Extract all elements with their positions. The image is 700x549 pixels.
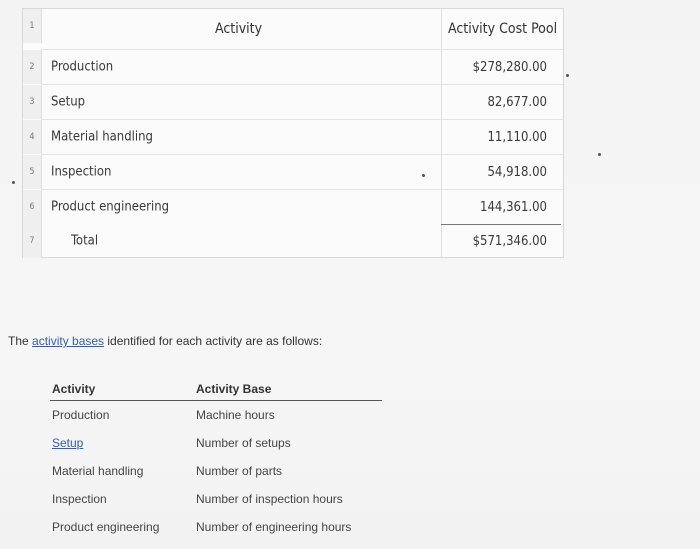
- cost-pool-spreadsheet: [22, 8, 564, 258]
- base-cell: Machine hours: [196, 408, 275, 422]
- table-row: [50, 485, 382, 513]
- cost-amount: 144,361.00: [480, 199, 547, 215]
- cost-amount: 11,110.00: [487, 129, 547, 145]
- row-number: 7: [23, 224, 42, 258]
- table-row: [50, 457, 382, 485]
- cost-amount: 82,677.00: [487, 94, 547, 110]
- stray-mark: [598, 153, 601, 156]
- base-cell: Number of inspection hours: [196, 492, 343, 506]
- activity-base-header: Activity Base: [196, 382, 272, 396]
- table-row: [23, 50, 563, 84]
- stray-mark: [566, 74, 569, 77]
- activity-cell: Production: [52, 408, 110, 422]
- row-number: 3: [23, 85, 42, 119]
- row-number: 4: [23, 120, 42, 154]
- table-header-row: [50, 378, 382, 401]
- row-number: 2: [23, 50, 42, 84]
- row-number: 1: [23, 9, 42, 43]
- table-row: [23, 190, 563, 224]
- activity-column-header: Activity: [215, 21, 263, 37]
- activity-header: Activity: [52, 382, 96, 396]
- table-row: [23, 155, 563, 189]
- activity-cell: Material handling: [52, 464, 144, 478]
- base-cell: Number of setups: [196, 436, 291, 450]
- activity-bases-table: [50, 378, 382, 541]
- setup-link[interactable]: Setup: [52, 436, 84, 450]
- activity-bases-intro: [8, 334, 322, 348]
- table-row: [50, 401, 382, 429]
- table-row: [50, 429, 382, 457]
- cursor-mark: [422, 174, 425, 177]
- activity-name: Setup: [51, 94, 86, 110]
- total-label: Total: [71, 233, 99, 249]
- table-row: [23, 85, 563, 119]
- intro-text: identified for each activity are as follows:: [104, 334, 323, 348]
- stray-mark: [12, 181, 15, 184]
- activity-name: Production: [51, 59, 114, 75]
- base-cell: Number of parts: [196, 464, 283, 478]
- activity-bases-link[interactable]: activity bases: [32, 334, 105, 348]
- activity-cell: Inspection: [52, 492, 107, 506]
- table-row: [50, 513, 382, 541]
- cost-pool-column-header: Activity Cost Pool: [448, 21, 558, 37]
- total-row: [23, 224, 563, 258]
- activity-name: Material handling: [51, 129, 153, 145]
- base-cell: Number of engineering hours: [196, 520, 352, 534]
- activity-cell: Product engineering: [52, 520, 160, 534]
- activity-name: Product engineering: [51, 199, 170, 215]
- intro-text: The: [8, 334, 33, 348]
- table-row: [23, 120, 563, 154]
- row-number: 5: [23, 155, 42, 189]
- cost-amount: $278,280.00: [472, 59, 547, 75]
- activity-name: Inspection: [51, 164, 112, 180]
- cost-amount: 54,918.00: [487, 164, 547, 180]
- row-number: 6: [23, 190, 42, 224]
- total-amount: $571,346.00: [441, 224, 561, 258]
